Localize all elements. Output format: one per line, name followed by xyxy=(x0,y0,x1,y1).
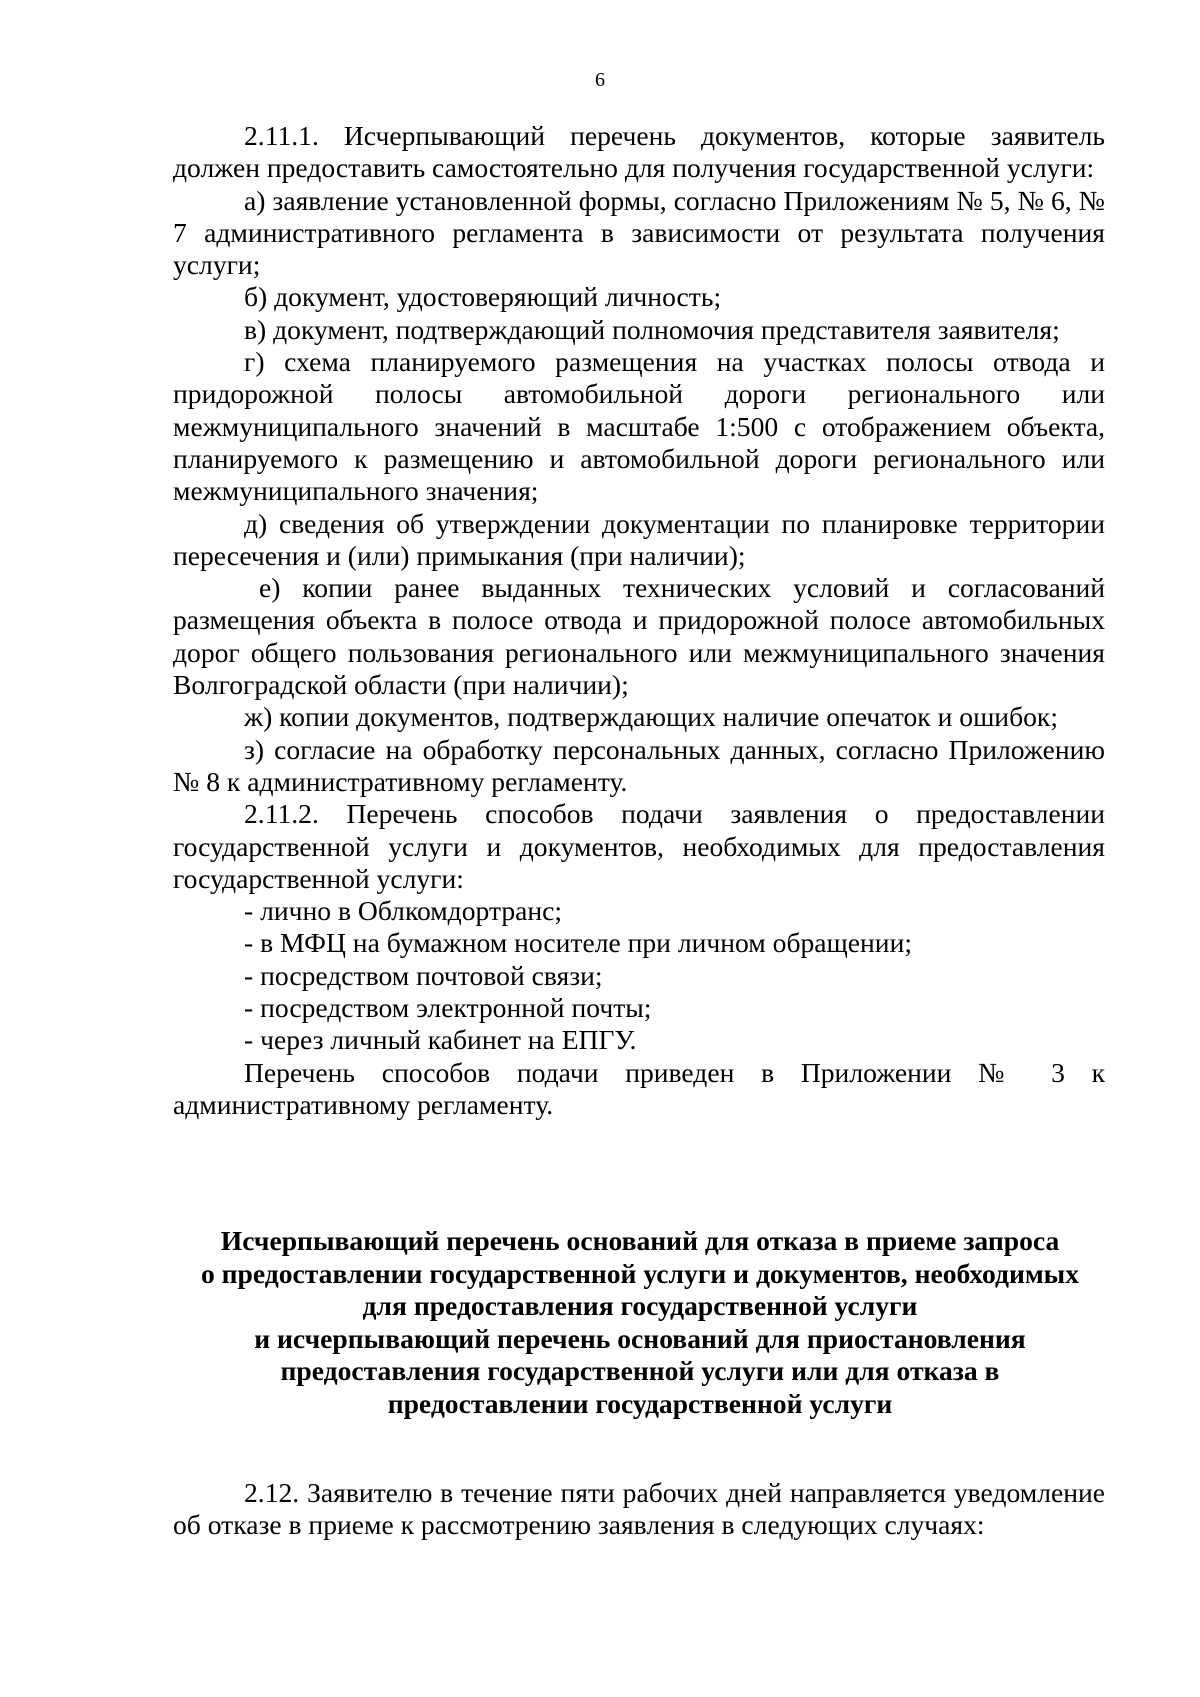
list-item-zh: ж) копии документов, подтверждающих наличие опечаток и ошибок; xyxy=(244,701,1058,733)
list-item-v: в) документ, подтверждающий полномочия представителя заявителя; xyxy=(244,313,1060,345)
section-heading-line: и исчерпывающий перечень оснований для приостановления xyxy=(254,1322,1026,1354)
list-item-d: д) сведения об утверждении документации по планировке территории пересечения и (или) примыкания (при наличии); xyxy=(173,507,1105,571)
list-item-z: з) согласие на обработку персональных данных, согласно Приложению № 8 к административному регламенту. xyxy=(173,733,1105,797)
paragraph-2-11-2: 2.11.2. Перечень способов подачи заявления о предоставлении государственной услуги и документов, необходимых для предоставления государственной услуги: xyxy=(173,798,1105,894)
section-text xyxy=(173,1477,1105,1542)
section-heading-line: о предоставлении государственной услуги и документов, необходимых xyxy=(200,1257,1080,1289)
method-item-mfc: - в МФЦ на бумажном носителе при личном обращении; xyxy=(244,927,913,959)
list-item-a: а) заявление установленной формы, согласно Приложениям № 5, № 6, № 7 административного регламента в зависимости от результата получения услуги; xyxy=(173,184,1105,281)
list-item-e: е) копии ранее выданных технических условий и согласований размещения объекта в полосе отвода и придорожной полосе автомобильных дорог общего пользования регионального или межмуниципального значения Волгоградской области (при наличии); xyxy=(173,572,1105,701)
paragraph-2-11-1: 2.11.1. Исчерпывающий перечень документов, которые заявитель должен предоставить самостоятельно для получения государственной услуги: xyxy=(173,120,1105,184)
section-heading-line: Исчерпывающий перечень оснований для отказа в приеме запроса xyxy=(220,1225,1060,1256)
method-item-post: - посредством почтовой связи; xyxy=(244,959,603,991)
method-item-epgu: - через личный кабинет на ЕПГУ. xyxy=(244,1024,637,1056)
page-number: 6 xyxy=(595,69,605,91)
paragraph-2-12: 2.12. Заявителю в течение пяти рабочих дней направляется уведомление об отказе в приеме к рассмотрению заявления в следующих случаях: xyxy=(173,1477,1105,1541)
method-item-email: - посредством электронной почты; xyxy=(244,992,652,1024)
section-heading xyxy=(150,1225,1130,1421)
section-heading-line: предоставлении государственной услуги xyxy=(387,1387,893,1419)
methods-reference-paragraph: Перечень способов подачи приведен в Приложении № 3 к административному регламенту. xyxy=(173,1056,1105,1120)
section-heading-line: предоставления государственной услуги или для отказа в xyxy=(280,1355,1000,1387)
list-item-b: б) документ, удостоверяющий личность; xyxy=(244,281,722,313)
main-text xyxy=(173,120,1105,1121)
list-item-g: г) схема планируемого размещения на участках полосы отвода и придорожной полосы автомобильной дороги регионального или межмуниципального значений в масштабе 1:500 с отображением объекта, планируемого к размещению и автомобильной дороги регионального или межмуниципального значения; xyxy=(173,346,1105,507)
section-heading-line: для предоставления государственной услуги xyxy=(362,1290,918,1322)
method-item-in-person: - лично в Облкомдортранс; xyxy=(244,895,563,927)
